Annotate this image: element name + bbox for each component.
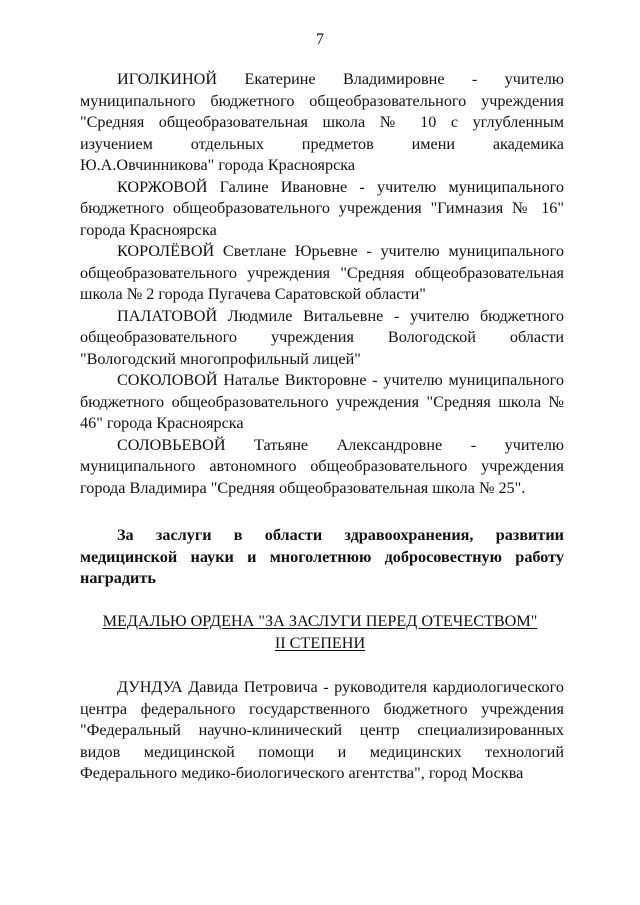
award-heading [0,610,640,654]
award-intro-text: За заслуги в области здравоохранения, развитии медицинской науки и многолетнюю добросовестную работу наградить [80,526,564,587]
recipient-paragraph: ИГОЛКИНОЙ Екатерине Владимировне - учителю муниципального бюджетного общеобразовательного учреждения "Средняя общеобразовательная школа № 10 с углубленным изучением отдельных предметов имени академика Ю.А.Овчинникова" города Красноярска [80,70,564,174]
medal-recipient-paragraph: ДУНДУА Давида Петровича - руководителя кардиологического центра федерального государственного бюджетного учреждения "Федеральный научно-клинический центр специализированных видов медицинской помощи и медицинских технологий Федерального медико-биологического агентства", город Москва [80,678,564,782]
recipient-paragraph: СОЛОВЬЕВОЙ Татьяне Александровне - учителю муниципального автономного общеобразовательного учреждения города Владимира "Средняя общеобразовательная школа № 25". [80,435,564,497]
recipient-paragraph: КОРЖОВОЙ Галине Ивановне - учителю муниципального бюджетного общеобразовательного учреждения "Гимназия № 16" города Красноярска [80,177,564,239]
recipient-paragraph: СОКОЛОВОЙ Наталье Викторовне - учителю муниципального бюджетного общеобразовательного учреждения "Средняя школа № 46" города Красноярска [80,371,564,432]
recipient-paragraph: ПАЛАТОВОЙ Людмиле Витальевне - учителю бюджетного общеобразовательного учреждения Вологодской области "Вологодский многопрофильный лицей" [80,306,564,368]
recipients-list [80,69,564,499]
medal-title-line2: II СТЕПЕНИ [274,634,366,652]
recipient-paragraph: КОРОЛЁВОЙ Светлане Юрьевне - учителю муниципального общеобразовательного учреждения "Средняя общеобразовательная школа № 2 города Пугачева Саратовской области" [80,242,564,303]
page-number: 7 [316,31,324,48]
medal-title-line1: МЕДАЛЬЮ ОРДЕНА "ЗА ЗАСЛУГИ ПЕРЕД ОТЕЧЕСТВОМ" [102,612,538,630]
